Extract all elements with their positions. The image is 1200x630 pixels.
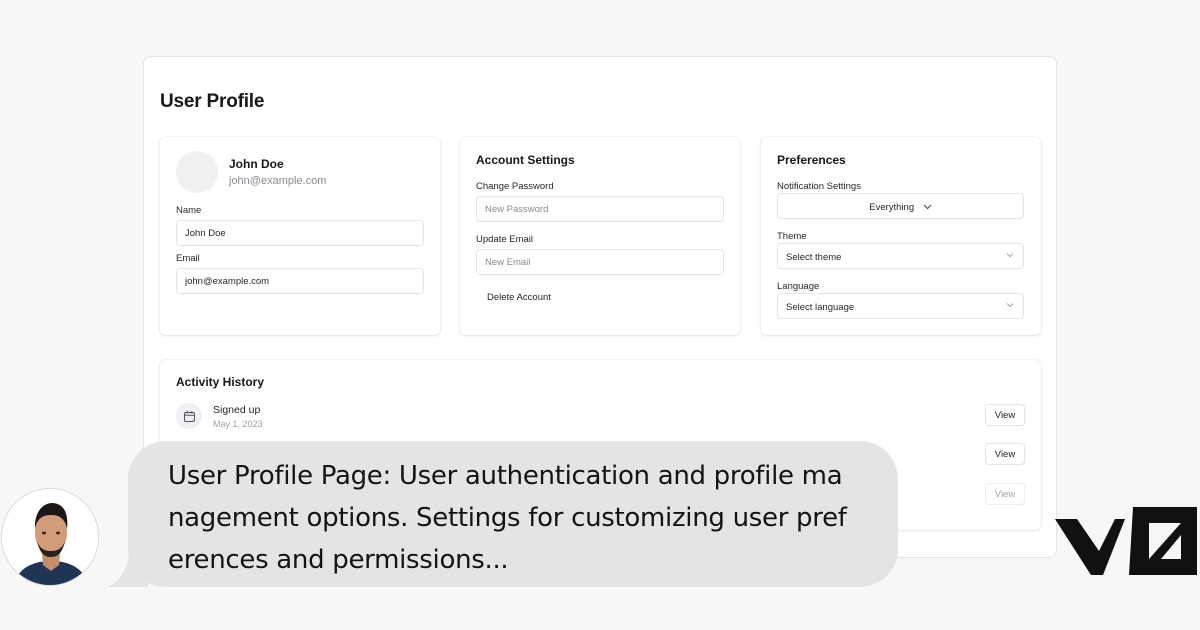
view-button[interactable]: View	[985, 404, 1025, 426]
update-email-label: Update Email	[476, 234, 534, 245]
preferences-panel	[761, 137, 1041, 335]
brand-logo	[1053, 505, 1200, 577]
notification-select[interactable]	[777, 193, 1024, 219]
user-name: John Doe	[229, 157, 284, 171]
new-password-input[interactable]	[476, 196, 724, 222]
theme-value: Select theme	[786, 252, 842, 263]
language-select[interactable]	[777, 293, 1024, 319]
notification-settings-label: Notification Settings	[777, 181, 861, 192]
presenter-avatar	[1, 488, 99, 586]
caption-text: User Profile Page: User authentication and profile management options. Settings for customizing user preferences and permissions...	[168, 461, 847, 575]
calendar-icon	[176, 403, 202, 429]
name-input[interactable]	[176, 220, 424, 246]
profile-panel	[160, 137, 440, 335]
language-value: Select language	[786, 302, 855, 313]
change-password-label: Change Password	[476, 181, 554, 192]
delete-account-button[interactable]: Delete Account	[476, 289, 562, 306]
theme-label: Theme	[777, 231, 807, 242]
language-label: Language	[777, 281, 820, 292]
notification-value: Everything	[869, 202, 915, 213]
preferences-title: Preferences	[777, 153, 846, 167]
activity-label: Signed up	[213, 404, 261, 416]
email-label: Email	[176, 253, 200, 264]
name-label: Name	[176, 205, 202, 216]
page-title: User Profile	[160, 91, 265, 112]
chevron-down-icon	[923, 203, 932, 212]
account-settings-title: Account Settings	[476, 153, 575, 167]
theme-select[interactable]	[777, 243, 1024, 269]
view-button[interactable]: View	[985, 443, 1025, 465]
activity-date: May 1, 2023	[213, 419, 263, 429]
email-input[interactable]	[176, 268, 424, 294]
chevron-down-icon	[1006, 251, 1014, 260]
activity-history-title: Activity History	[176, 375, 265, 389]
avatar	[176, 151, 218, 193]
account-settings-panel	[460, 137, 740, 335]
view-button[interactable]: View	[985, 483, 1025, 505]
chevron-down-icon	[1006, 301, 1014, 310]
user-email: john@example.com	[229, 175, 327, 187]
new-email-input[interactable]	[476, 249, 724, 275]
speech-bubble	[128, 441, 898, 587]
